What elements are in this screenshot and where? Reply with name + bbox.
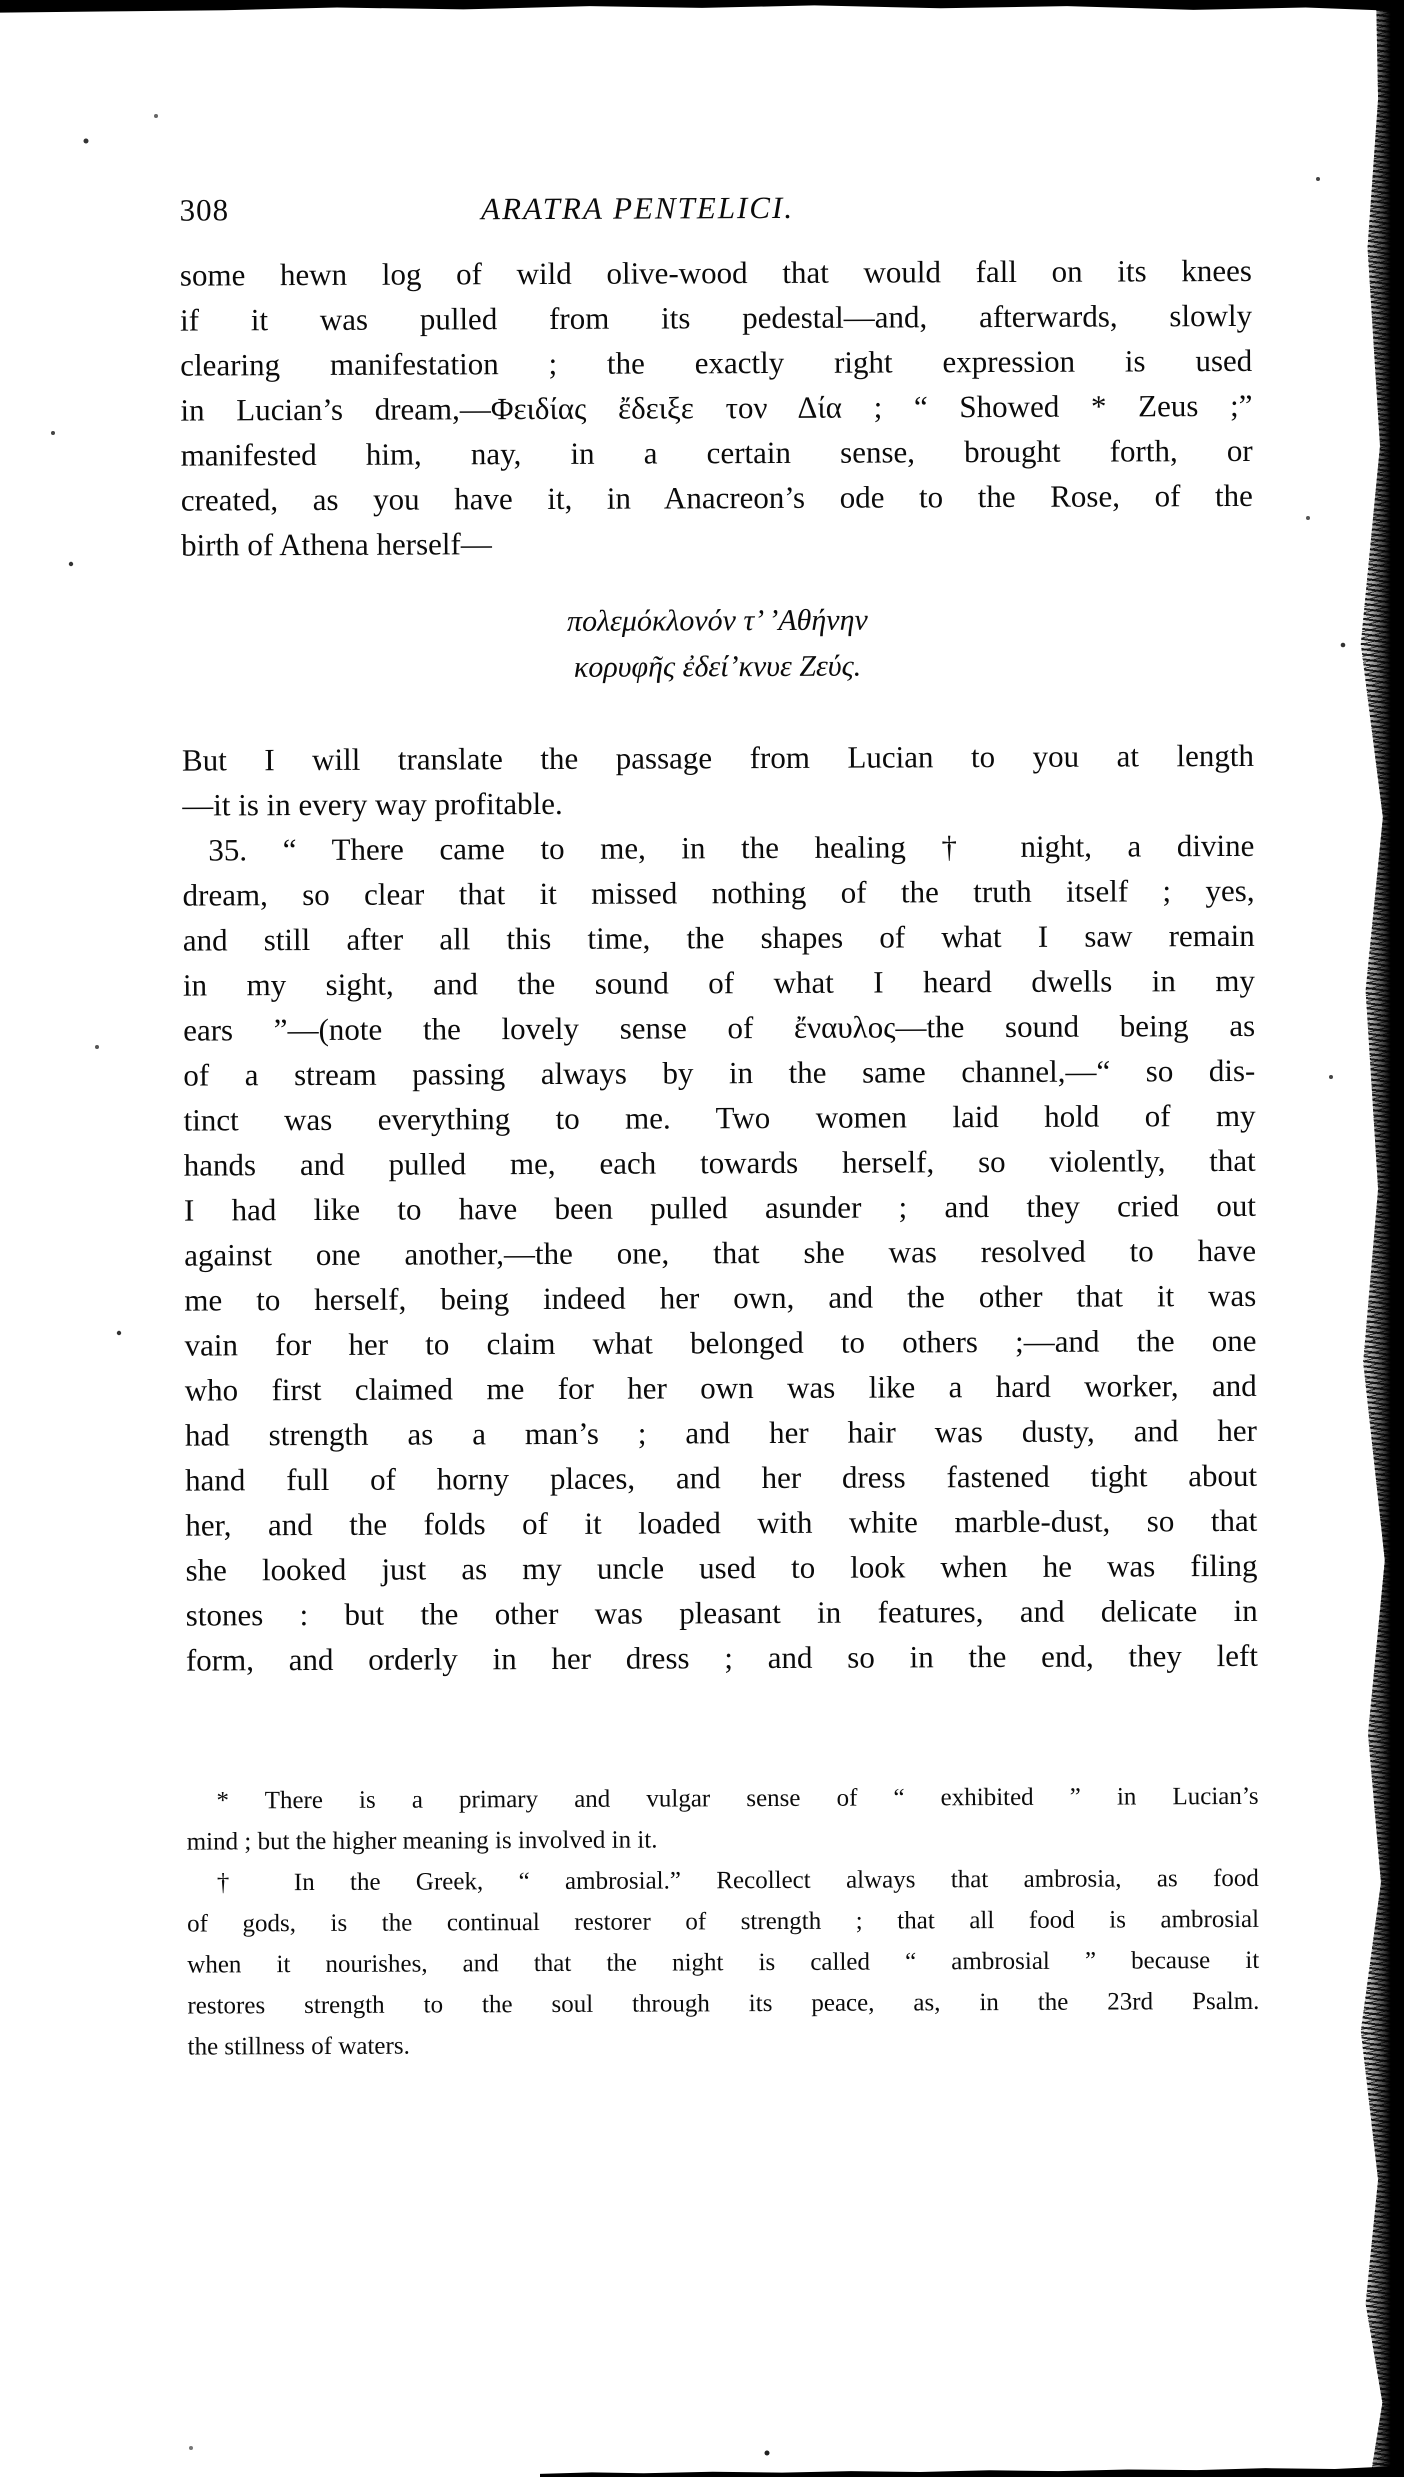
paragraph-3 [182,823,1258,1683]
text-line: created, as you have it, in Anacreon’s ode to the Rose, of the [180,477,1253,518]
text-line: her, and the folds of it loaded with white marble-dust, so that [185,1502,1258,1543]
paragraph-1 [180,248,1253,568]
text-line: hand full of horny places, and her dress fastened tight about [185,1457,1258,1498]
greek-verse-line: κορυφῆς ἐδεί’κνυε Ζεύς. [573,649,862,684]
footnote-line: the stillness of waters. [187,2032,410,2061]
footnote-line: † In the Greek, “ ambrosial.” Recollect always that ambrosia, as food [216,1864,1259,1897]
text-line: I had like to have been pulled asunder ; and they cried out [183,1187,1257,1228]
text-line: tinct was everything to me. Two women laid hold of my [183,1097,1256,1138]
footnotes [186,1776,1259,2068]
text-line: me to herself, being indeed her own, and the other that it was [184,1277,1257,1318]
footnote-line: restores strength to the soul through its peace, as, in the 23rd Psalm. [187,1987,1260,2020]
text-line: if it was pulled from its pedestal—and, afterwards, slowly [179,297,1253,338]
paragraph-2 [182,733,1254,828]
text-line: birth of Athena herself— [180,526,492,563]
text-line: stones : but the other was pleasant in features, and delicate in [185,1592,1258,1633]
text-line: had strength as a man’s ; and her hair was dusty, and her [184,1412,1257,1453]
footnote-line: of gods, is the continual restorer of strength ; that all food is ambrosial [187,1905,1260,1938]
text-column [180,248,1258,1683]
text-line: form, and orderly in her dress ; and so in the end, they left [185,1637,1258,1678]
text-line: —it is in every way profitable. [182,785,563,823]
text-line: But I will translate the passage from Lucian to you at length [181,737,1255,778]
text-line: dream, so clear that it missed nothing of the truth itself ; yes, [182,872,1255,913]
text-line: 35. “ There came to me, in the healing † night, a divine [208,827,1255,868]
footnote-line: mind ; but the higher meaning is involved in it. [186,1826,658,1856]
text-line: vain for her to claim what belonged to others ;—and the one [184,1322,1257,1363]
text-line: of a stream passing always by in the same channel,—“ so dis- [183,1052,1256,1093]
text-line: clearing manifestation ; the exactly right expression is used [180,342,1253,383]
text-line: ears ”—(note the lovely sense of ἔναυλος—the sound being as [183,1007,1256,1048]
running-head [180,188,1252,239]
footnote-line: * There is a primary and vulgar sense of “ exhibited ” in Lucian’s [216,1782,1259,1815]
text-line: she looked just as my uncle used to look when he was filing [185,1547,1258,1588]
text-line: hands and pulled me, each towards herself, so violently, that [183,1142,1256,1183]
greek-verse-line: πολεμόκλονόν τ’ ’Αθήνην [566,603,868,638]
running-title: ARATRA PENTELICI. [481,189,795,227]
scan-speckles [0,0,2,2]
text-line: and still after all this time, the shapes of what I saw remain [182,917,1255,958]
page-number: 308 [179,192,230,228]
text-line: who first claimed me for her own was like a hard worker, and [184,1367,1257,1408]
text-line: some hewn log of wild olive-wood that would fall on its knees [179,252,1252,293]
text-line: in my sight, and the sound of what I heard dwells in my [182,962,1256,1003]
text-line: against one another,—the one, that she was resolved to have [184,1232,1257,1273]
greek-verse [181,596,1253,693]
text-line: manifested him, nay, in a certain sense, brought forth, or [180,432,1253,473]
text-line: in Lucian’s dream,—Φειδίας ἔδειξε τον Δία ; “ Showed * Zeus ;” [180,387,1253,428]
footnote-line: when it nourishes, and that the night is called “ ambrosial ” because it [187,1946,1260,1979]
